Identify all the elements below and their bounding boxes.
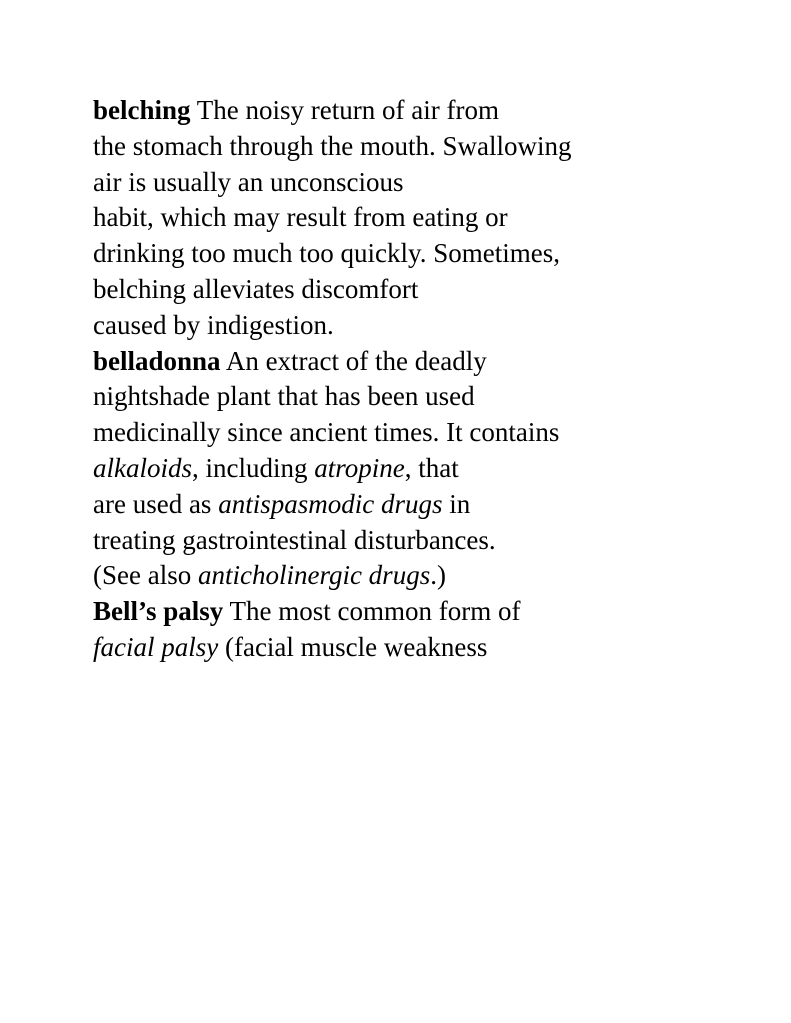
entry-text: , including [192, 452, 315, 483]
entry-text: An extract of the deadly [220, 345, 487, 376]
entry-term: Bell’s palsy [93, 596, 224, 627]
entry-text: The noisy return of air from [190, 95, 499, 125]
cross-reference: alkaloids [93, 452, 192, 483]
entry-text: are used as [93, 488, 219, 519]
entry-line: drinking too much too quickly. Sometimes, [93, 238, 560, 269]
entry-line: belching alleviates discomfort [93, 273, 419, 304]
cross-reference: antispasmodic drugs [218, 488, 443, 519]
entry-text: in [442, 488, 471, 519]
entry-text: (facial muscle weakness [218, 631, 488, 662]
entry-line: the stomach through the mouth. Swallowing [93, 130, 572, 161]
entry-line [93, 344, 693, 380]
entry-line: medicinally since ancient times. It contains [93, 417, 560, 448]
entry-text: The most common form of [223, 596, 521, 627]
entry-line: nightshade plant that has been used [93, 381, 475, 412]
entry-line [93, 93, 693, 129]
cross-reference: atropine [314, 452, 405, 483]
entry-text: , that [404, 452, 459, 483]
entry-line: habit, which may result from eating or [93, 202, 508, 233]
entry-line: caused by indigestion. [93, 309, 334, 340]
entry-text: .) [430, 560, 446, 591]
entry-bells-palsy [93, 594, 693, 666]
entry-line [93, 594, 693, 630]
cross-reference: facial palsy [93, 631, 219, 662]
entry-line [93, 487, 693, 523]
entry-line [93, 558, 693, 594]
dictionary-page [93, 93, 693, 666]
entry-term: belching [93, 95, 191, 125]
entry-line: treating gastrointestinal disturbances. [93, 524, 496, 555]
entry-line: air is usually an unconscious [93, 166, 404, 197]
entry-term: belladonna [93, 345, 221, 376]
entry-belladonna [93, 344, 693, 595]
entry-text: (See also [93, 560, 198, 591]
entry-belching [93, 93, 693, 344]
entry-line [93, 451, 693, 487]
entry-line [93, 630, 693, 666]
cross-reference: anticholinergic drugs [197, 560, 431, 591]
